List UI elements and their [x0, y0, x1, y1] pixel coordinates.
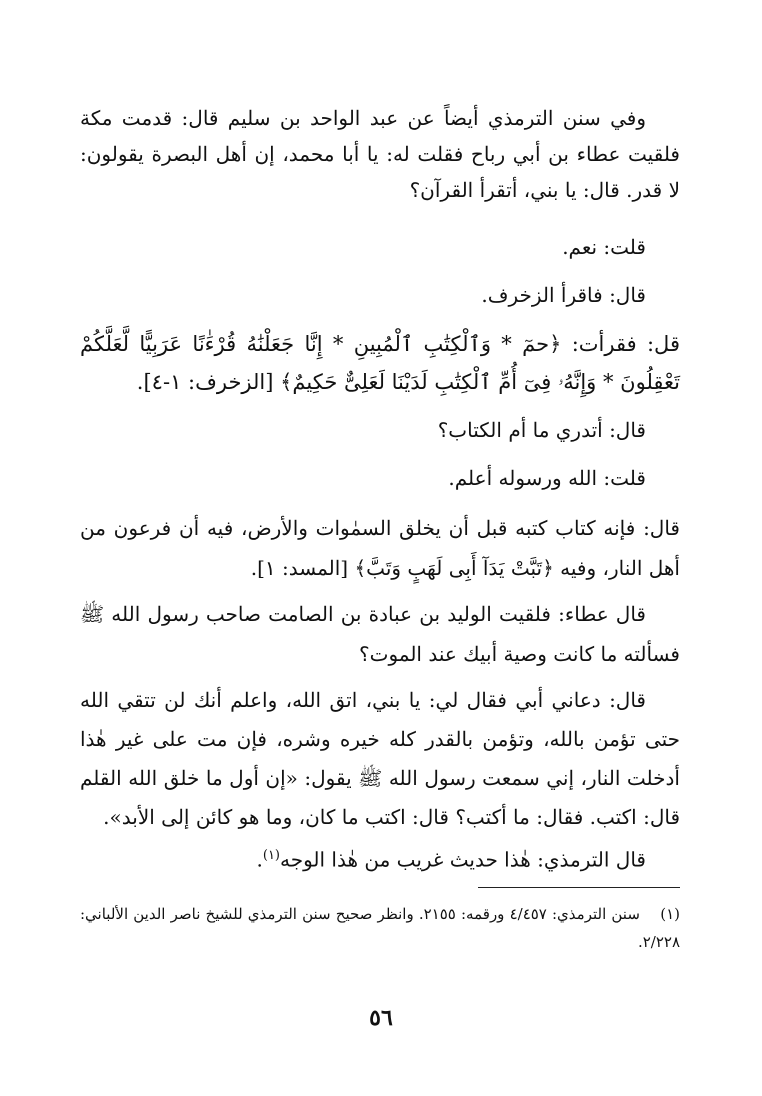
page-number: ٥٦	[369, 1005, 393, 1031]
paragraph-3: قال: فاقرأ الزخرف.	[481, 283, 646, 307]
paragraph-10-text: قال الترمذي: هٰذا حديث غريب من هٰذا الوجه	[280, 847, 646, 872]
footnote-marker: (١)	[660, 905, 680, 923]
paragraph-2: قلت: نعم.	[562, 235, 646, 259]
paragraph-9: قال: دعاني أبي فقال لي: يا بني، اتق الله، واعلم أنك لن تتقي الله حتى تؤمن بالله، وتؤمن بالقدر كله خيره وشره، فإن مت على غير هٰذا أدخلت النار، إني سمعت رسول الله ﷺ يقول: «إن أول ما خلق الله القلم قال: اكتب. فقال: ما أكتب؟ قال: اكتب ما كان، وما هو كائن إلى الأبد».	[80, 688, 680, 829]
paragraph-7: قال: فإنه كتاب كتبه قبل أن يخلق السمٰوات والأرض، فيه أن فرعون من أهل النار، وفيه ﴿تَبَّتْ يَدَآ أَبِى لَهَبٍ وَتَبَّ﴾ [المسد: ١].	[80, 516, 680, 580]
paragraph-10-tail: .	[256, 847, 263, 872]
paragraph-6: قلت: الله ورسوله أعلم.	[448, 466, 646, 490]
footnote-reference[interactable]: (١)	[262, 848, 280, 863]
paragraph-5: قال: أتدري ما أم الكتاب؟	[437, 418, 646, 442]
footnote	[80, 900, 680, 956]
paragraph-8: قال عطاء: فلقيت الوليد بن عبادة بن الصامت صاحب رسول الله ﷺ فسألته ما كانت وصية أبيك عند الموت؟	[80, 602, 680, 666]
paragraph-1: وفي سنن الترمذي أيضاً عن عبد الواحد بن سليم قال: قدمت مكة فلقيت عطاء بن أبي رباح فقلت له: يا أبا محمد، إن أهل البصرة يقولون: لا قدر. قال: يا بني، أتقرأ القرآن؟	[80, 106, 680, 202]
footnote-text: سنن الترمذي: ٤/٤٥٧ ورقمه: ٢١٥٥. وانظر صحيح سنن الترمذي للشيخ ناصر الدين الألباني: ٢/٢٢٨.	[80, 905, 680, 951]
footnote-separator	[478, 887, 680, 888]
paragraph-4-quran-zukhruf: قل: فقرأت: ﴿حمٓ * وَٱلْكِتَٰبِ ٱلْمُبِينِ * إِنَّا جَعَلْنَٰهُ قُرْءَٰنًا عَرَبِيًّا لَّعَلَّكُمْ تَعْقِلُونَ * وَإِنَّهُۥ فِىٓ أُمِّ ٱلْكِتَٰبِ لَدَيْنَا لَعَلِىٌّ حَكِيمٌ﴾ [الزخرف: ١-٤].	[80, 332, 680, 394]
paragraph-10	[80, 838, 680, 878]
